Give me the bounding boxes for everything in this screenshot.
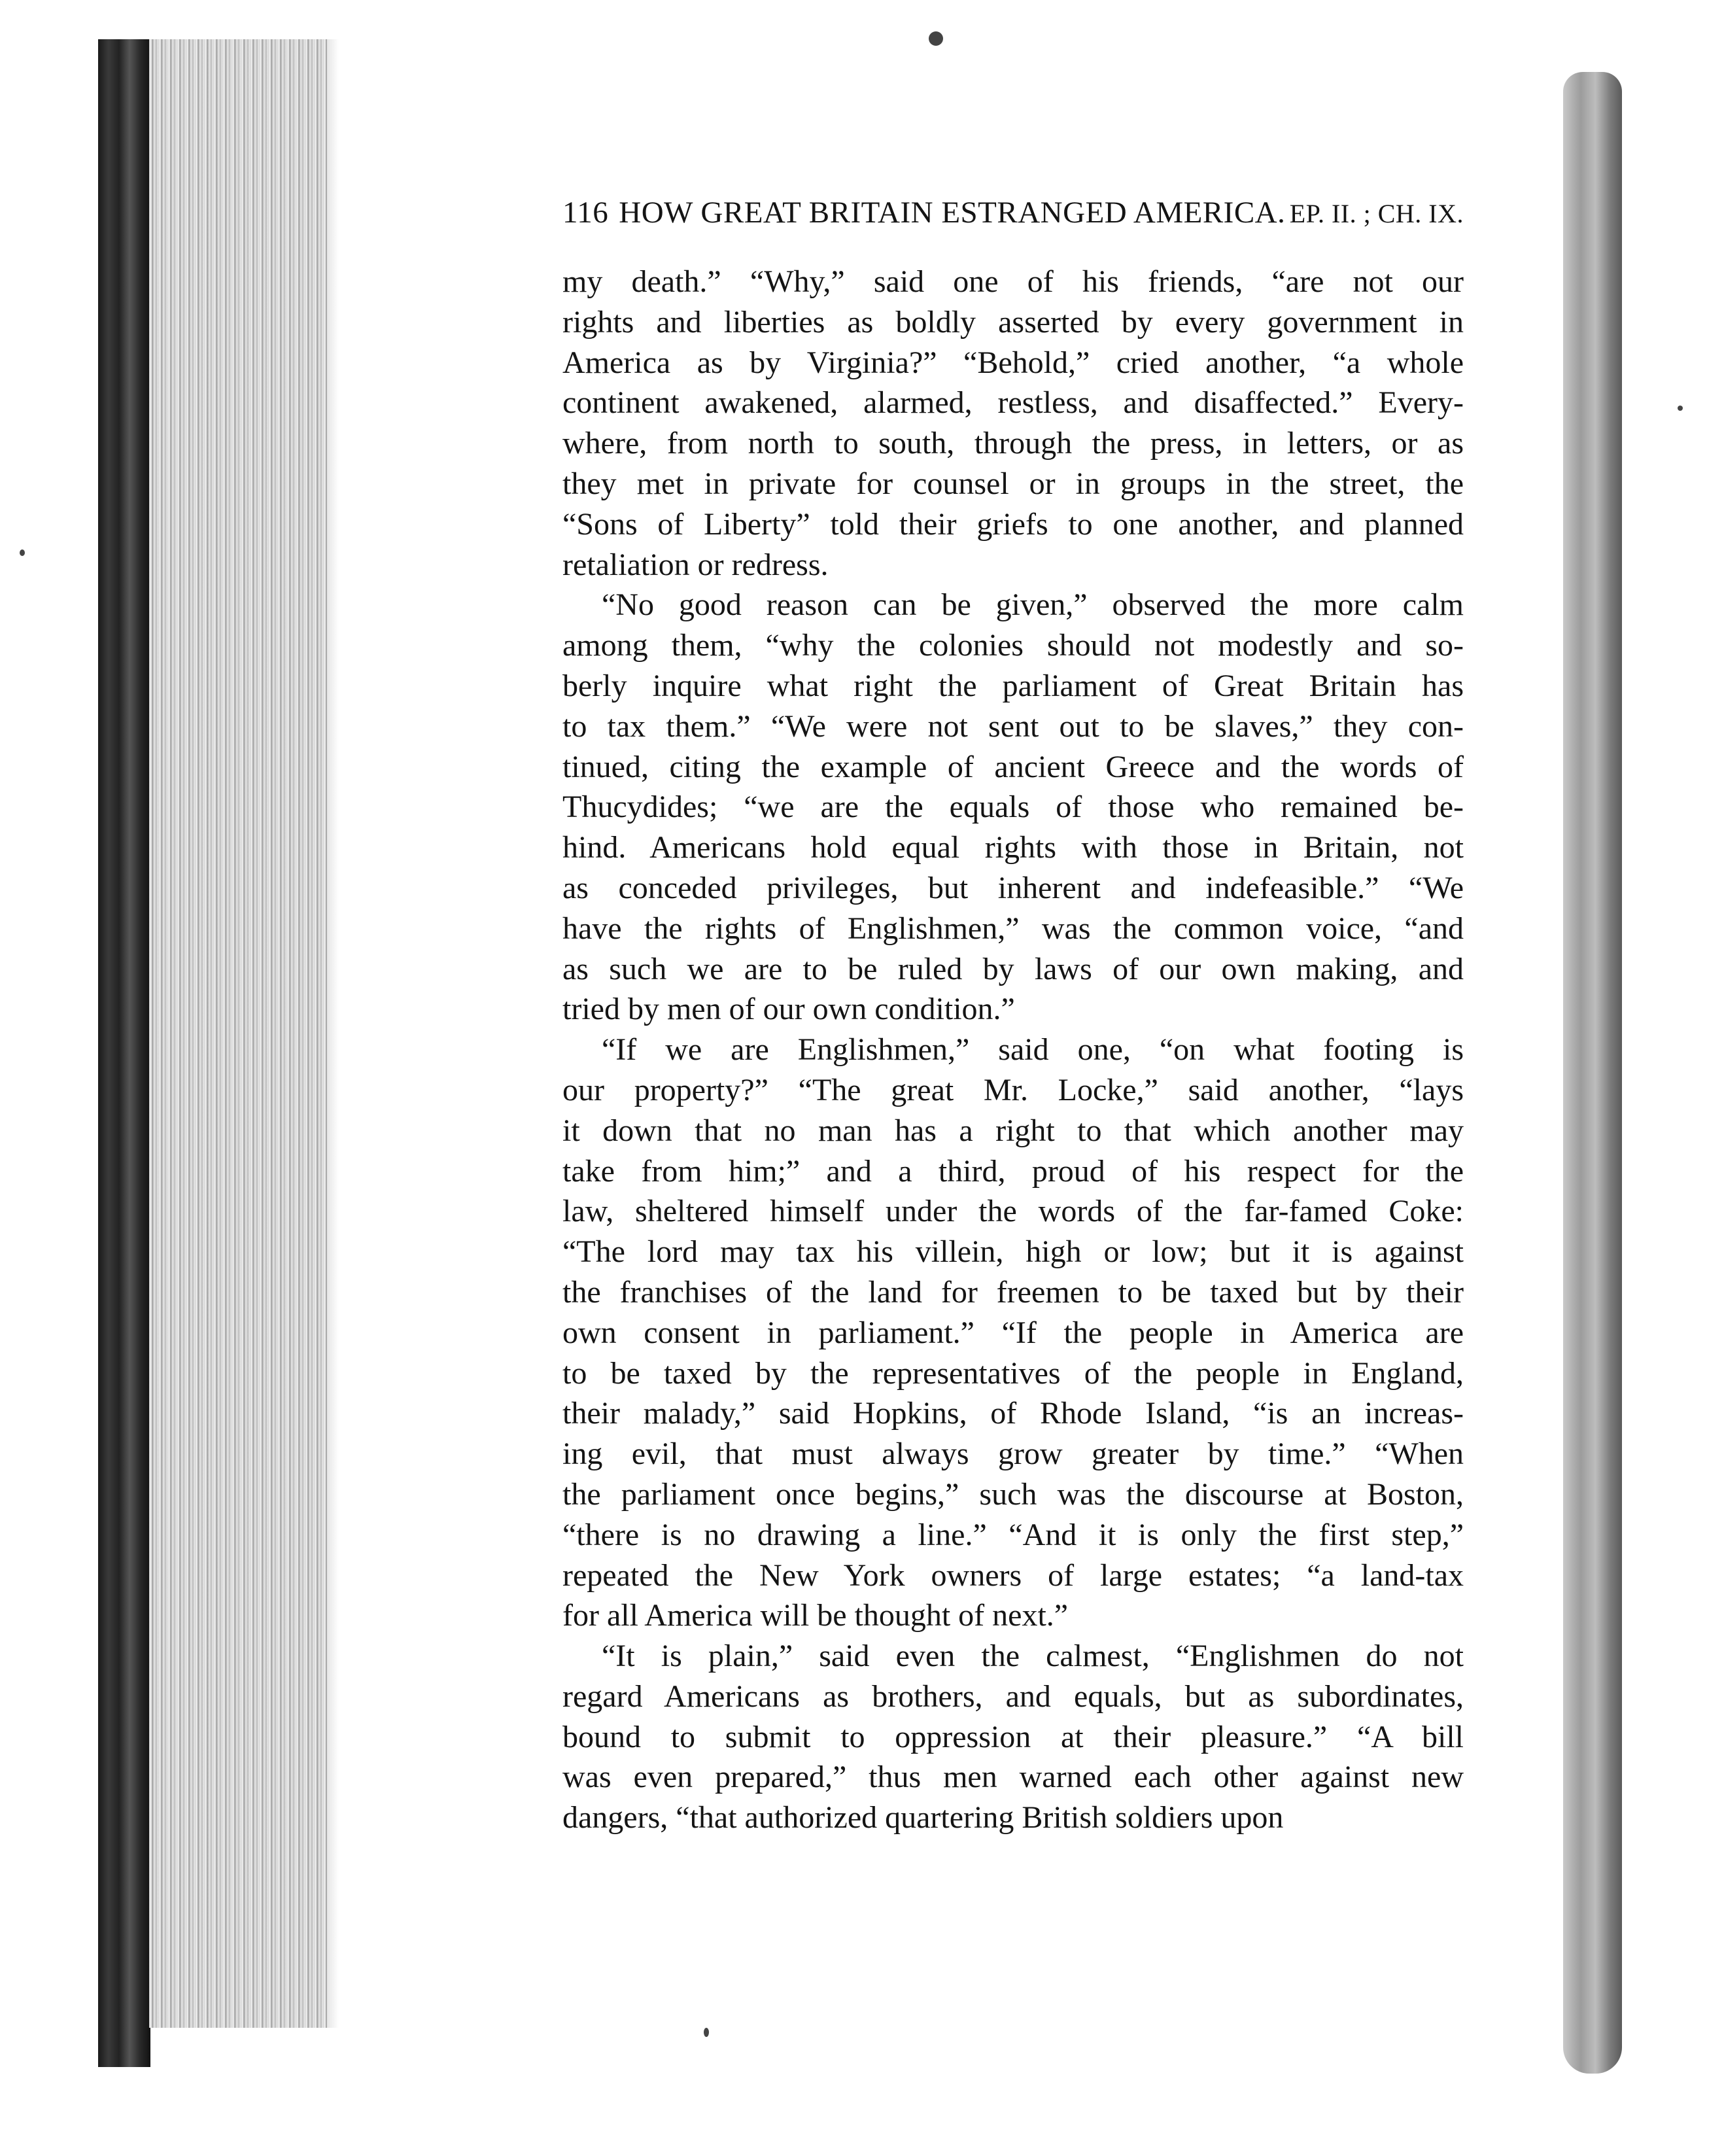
text-line: “The lord may tax his villein, high or low; but it is against [562,1234,1464,1270]
text-line: “If we are Englishmen,” said one, “on what footing is [602,1032,1464,1068]
scan-speck [20,549,25,556]
text-line: tinued, citing the example of ancient Greece and the words of [562,749,1464,784]
text-line: berly inquire what right the parliament of Great Britain has [562,668,1464,703]
paragraph [562,585,1464,1030]
text-line: my death.” “Why,” said one of his friends, “are not our [562,264,1464,299]
paragraph [562,262,1464,585]
text-line: where, from north to south, through the press, in letters, or as [562,426,1464,461]
text-line: to tax them.” “We were not sent out to be slaves,” they con- [562,708,1464,744]
scan-speck [929,31,943,46]
text-line: tried by men of our own condition.” [562,992,1015,1027]
text-line: regard Americans as brothers, and equals, but as subordinates, [562,1678,1464,1714]
running-head-title: HOW GREAT BRITAIN ESTRANGED AMERICA. [619,196,1286,230]
book-gutter-edge [98,39,150,2067]
text-line: Thucydides; “we are the equals of those who remained be- [562,790,1464,825]
scan-speck [1678,406,1683,411]
text-line: as conceded privileges, but inherent and indefeasible.” “We [562,870,1464,905]
text-line: for all America will be thought of next.” [562,1598,1069,1633]
text-line: “there is no drawing a line.” “And it is only the first step,” [562,1517,1464,1552]
text-line: the franchises of the land for freemen to be taxed but by their [562,1274,1464,1310]
text-line: law, sheltered himself under the words of the far-famed Coke: [562,1194,1464,1229]
text-line: “Sons of Liberty” told their griefs to one another, and planned [562,506,1464,542]
running-head [562,195,1464,230]
text-line: “It is plain,” said even the calmest, “Englishmen do not [602,1639,1464,1674]
page-number: 116 [562,196,609,230]
text-line: hind. Americans hold equal rights with those in Britain, not [562,830,1464,865]
text-line: the parliament once begins,” such was the discourse at Boston, [562,1476,1464,1512]
paragraph [562,1636,1464,1838]
text-line: they met in private for counsel or in groups in the street, the [562,466,1464,501]
text-line: our property?” “The great Mr. Locke,” said another, “lays [562,1072,1464,1107]
text-line: rights and liberties as boldly asserted by every government in [562,304,1464,339]
text-line: ing evil, that must always grow greater by time.” “When [562,1436,1464,1472]
body-text [562,262,1464,1838]
paragraph [562,1030,1464,1636]
book-fore-edge [1563,72,1622,2074]
text-line: dangers, “that authorized quartering British soldiers upon [562,1800,1284,1835]
text-line: America as by Virginia?” “Behold,” cried another, “a whole [562,345,1464,380]
text-line: repeated the New York owners of large estates; “a land-tax [562,1557,1464,1593]
text-line: have the rights of Englishmen,” was the common voice, “and [562,911,1464,946]
text-line: bound to submit to oppression at their pleasure.” “A bill [562,1719,1464,1754]
text-line: as such we are to be ruled by laws of our own making, and [562,951,1464,986]
text-line: among them, “why the colonies should not modestly and so- [562,628,1464,663]
page-stack-edges [149,39,339,2028]
text-line: it down that no man has a right to that which another may [562,1113,1464,1148]
text-line: their malady,” said Hopkins, of Rhode Island, “is an increas- [562,1396,1464,1431]
text-line: continent awakened, alarmed, restless, and disaffected.” Every- [562,385,1464,421]
text-line: to be taxed by the representatives of the people in England, [562,1355,1464,1391]
text-line: retaliation or redress. [562,547,829,582]
chapter-reference: EP. II. ; CH. IX. [1289,199,1464,228]
text-line: “No good reason can be given,” observed the more calm [602,587,1464,623]
text-line: was even prepared,” thus men warned each other against new [562,1760,1464,1795]
text-line: own consent in parliament.” “If the people in America are [562,1315,1464,1350]
scan-speck [704,2028,709,2037]
text-line: take from him;” and a third, proud of his respect for the [562,1153,1464,1189]
